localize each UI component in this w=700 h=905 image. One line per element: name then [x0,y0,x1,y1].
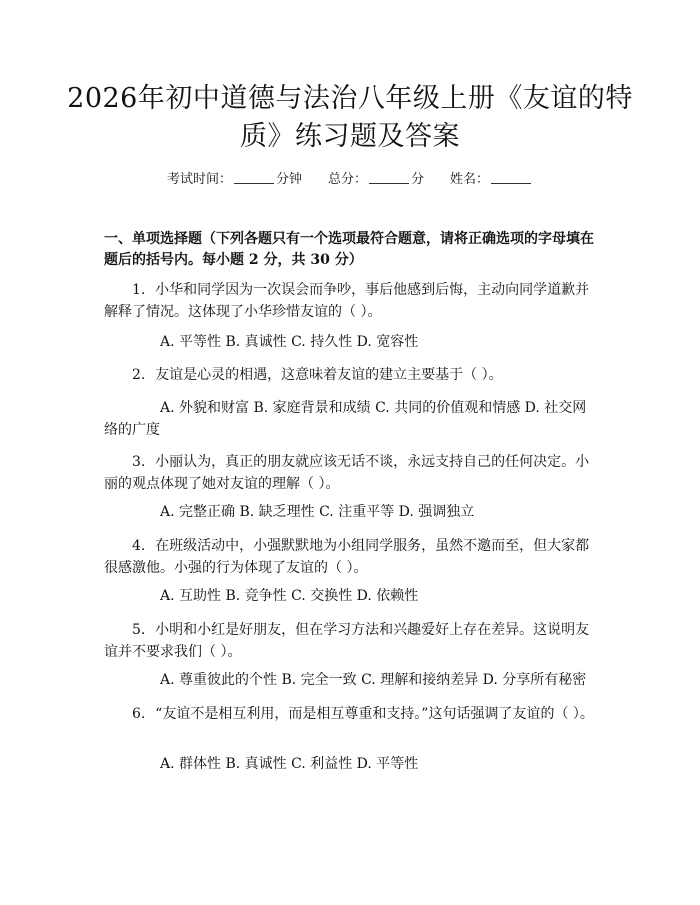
total-score-unit: 分 [411,172,425,187]
exam-time-label: 考试时间： [166,172,232,187]
question-2-options: A. 外貌和财富 B. 家庭背景和成绩 C. 共同的价值观和情感 D. 社交网络的广度 [104,400,587,438]
question-stem: 小明和小红是好朋友，但在学习方法和兴趣爱好上存在差异。这说明友谊并不要求我们（ ）。 [104,622,590,660]
question-3-options: A. 完整正确 B. 缺乏理性 C. 注重平等 D. 强调独立 [160,504,475,520]
question-1 [104,279,598,323]
question-stem: 小华和同学因为一次误会而争吵，事后他感到后悔，主动向同学道歉并解释了情况。这体现了小华珍惜友谊的（ ）。 [104,282,590,320]
question-5 [104,619,598,663]
question-number: 5. [132,622,146,638]
question-number: 6. [132,706,146,722]
question-2 [104,364,598,386]
question-number: 2. [132,367,146,383]
question-4-options: A. 互助性 B. 竞争性 C. 交换性 D. 依赖性 [160,588,419,604]
student-name-label: 姓名： [450,172,490,187]
total-score-label: 总分： [327,172,367,187]
question-number: 1. [132,282,146,298]
exam-meta-line [0,171,700,189]
document-title: 2026年初中道德与法治八年级上册《友谊的特质》练习题及答案 [67,83,633,152]
question-number: 3. [132,454,146,470]
question-6 [104,703,598,725]
question-stem: 小丽认为，真正的朋友就应该无话不谈，永远支持自己的任何决定。小丽的观点体现了她对友谊的理解（ ）。 [104,454,590,492]
student-name-blank[interactable] [491,171,531,184]
total-score-blank[interactable] [369,171,409,184]
question-stem: 在班级活动中，小强默默地为小组同学服务，虽然不邀而至，但大家都很感激他。小强的行为体现了友谊的（ ）。 [104,538,590,576]
question-number: 4. [132,538,146,554]
exam-time-blank[interactable] [234,171,274,184]
question-stem: “友谊不是相互利用，而是相互尊重和支持。”这句话强调了友谊的（ ）。 [155,706,594,722]
question-6-options: A. 群体性 B. 真诚性 C. 利益性 D. 平等性 [160,756,419,772]
question-3 [104,451,598,495]
section-heading-single-choice: 一、单项选择题（下列各题只有一个选项最符合题意，请将正确选项的字母填在题后的括号内。每小题 2 分，共 30 分） [104,231,594,268]
exam-time-unit: 分钟 [275,172,302,187]
question-4 [104,535,598,579]
question-stem: 友谊是心灵的相遇，这意味着友谊的建立主要基于（ ）。 [155,367,503,383]
question-1-options: A. 平等性 B. 真诚性 C. 持久性 D. 宽容性 [160,334,419,350]
question-5-options: A. 尊重彼此的个性 B. 完全一致 C. 理解和接纳差异 D. 分享所有秘密 [160,672,587,688]
